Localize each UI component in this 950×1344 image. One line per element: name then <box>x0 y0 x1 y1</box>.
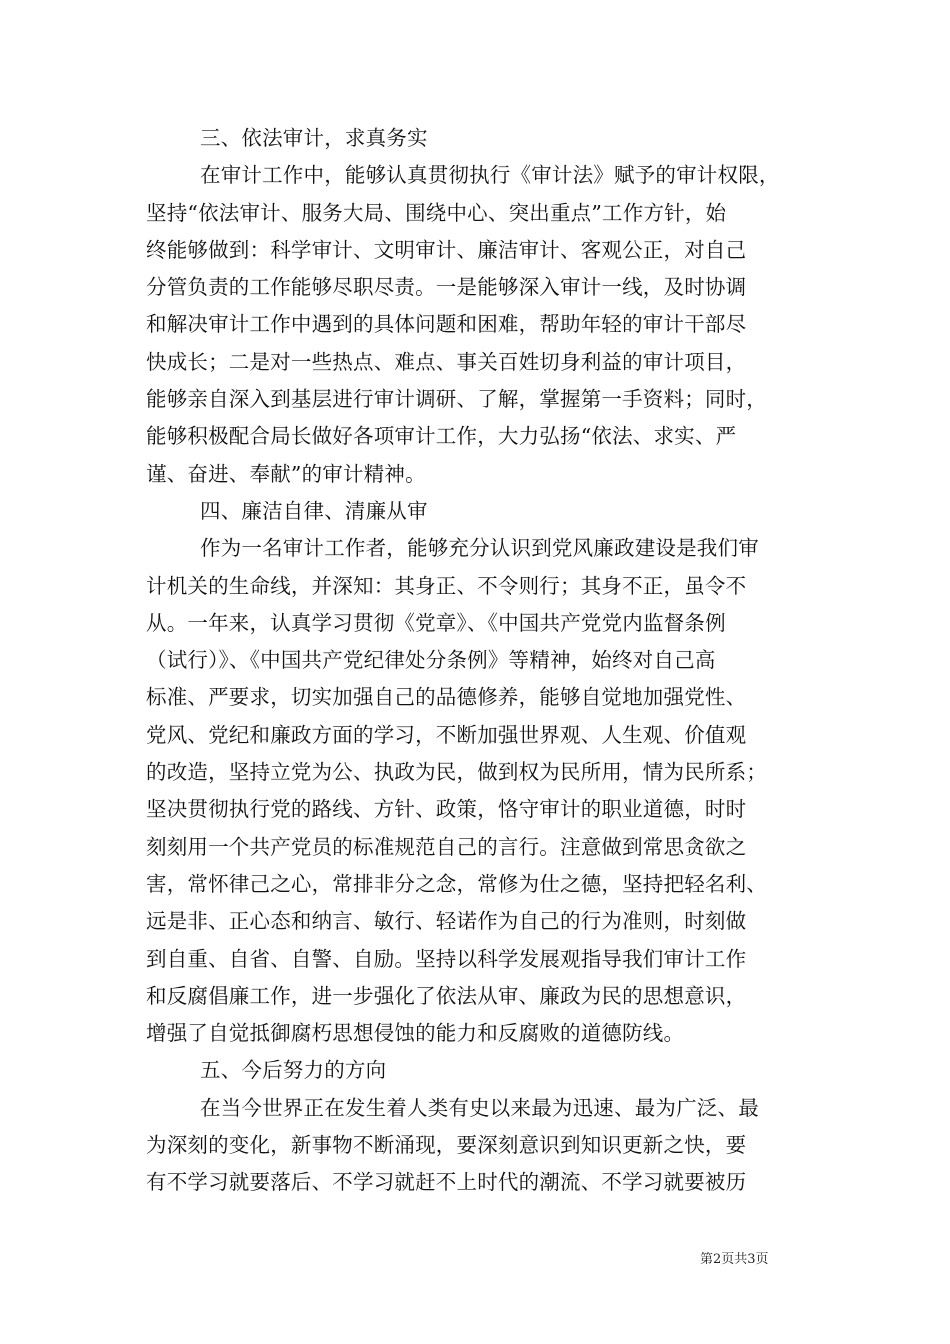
paragraph-line: 终能够做到：科学审计、文明审计、廉洁审计、客观公正，对自己 <box>146 237 747 262</box>
paragraph-line: 标准、严要求，切实加强自己的品德修养，能够自觉地加强党性、 <box>146 685 747 710</box>
paragraph-line: 增强了自觉抵御腐朽思想侵蚀的能力和反腐败的道德防线。 <box>146 1021 685 1046</box>
page-number-footer: 第2页共3页 <box>700 1252 769 1267</box>
paragraph-line: 远是非、正心态和纳言、敏行、轻诺作为自己的行为准则，时刻做 <box>146 909 747 934</box>
paragraph-line: 计机关的生命线，并深知：其身正、不令则行；其身不正，虽令不 <box>146 573 747 598</box>
paragraph-line: 从。一年来，认真学习贯彻《党章》、《中国共产党党内监督条例 <box>146 610 726 635</box>
paragraph-line: 的改造，坚持立党为公、执政为民，做到权为民所用，情为民所系； <box>146 760 767 785</box>
paragraph-line: 谨、奋进、奉献”的审计精神。 <box>146 461 426 486</box>
paragraph-line: 在审计工作中，能够认真贯彻执行《审计法》赋予的审计权限， <box>200 163 780 188</box>
paragraph-line: 为深刻的变化，新事物不断涌现，要深刻意识到知识更新之快，要 <box>146 1133 747 1158</box>
paragraph-line: 和解决审计工作中遇到的具体问题和困难，帮助年轻的审计干部尽 <box>146 312 747 337</box>
paragraph-line: 快成长；二是对一些热点、难点、事关百姓切身利益的审计项目， <box>146 349 747 374</box>
paragraph-line: 害，常怀律己之心，常排非分之念，常修为仕之德，坚持把轻名利、 <box>146 871 767 896</box>
paragraph-line: 刻刻用一个共产党员的标准规范自己的言行。注意做到常思贪欲之 <box>146 834 747 859</box>
paragraph-line: 和反腐倡廉工作，进一步强化了依法从审、廉政为民的思想意识， <box>146 983 747 1008</box>
paragraph-line: 党风、党纪和廉政方面的学习，不断加强世界观、人生观、价值观 <box>146 722 747 747</box>
paragraph-line: 坚决贯彻执行党的路线、方针、政策，恪守审计的职业道德，时时 <box>146 797 747 822</box>
paragraph-line: 坚持“依法审计、服务大局、围绕中心、突出重点”工作方针，始 <box>146 200 727 225</box>
paragraph-line: 作为一名审计工作者，能够充分认识到党风廉政建设是我们审 <box>200 536 759 561</box>
paragraph-line: 分管负责的工作能够尽职尽责。一是能够深入审计一线，及时协调 <box>146 275 747 300</box>
paragraph-line: 能够积极配合局长做好各项审计工作，大力弘扬“依法、求实、严 <box>146 424 737 449</box>
section-heading-4: 四、廉洁自律、清廉从审 <box>200 498 428 523</box>
paragraph-line: 有不学习就要落后、不学习就赶不上时代的潮流、不学习就要被历 <box>146 1170 747 1195</box>
paragraph-line: 能够亲自深入到基层进行审计调研、了解，掌握第一手资料；同时， <box>146 387 767 412</box>
section-heading-5: 五、今后努力的方向 <box>200 1058 387 1083</box>
document-body <box>146 120 806 1202</box>
paragraph-line: 到自重、自省、自警、自励。坚持以科学发展观指导我们审计工作 <box>146 946 747 971</box>
paragraph-line: 在当今世界正在发生着人类有史以来最为迅速、最为广泛、最 <box>200 1095 759 1120</box>
paragraph-line: （试行）》、《中国共产党纪律处分条例》等精神，始终对自己高 <box>146 648 716 673</box>
section-heading-3: 三、依法审计，求真务实 <box>200 126 428 150</box>
